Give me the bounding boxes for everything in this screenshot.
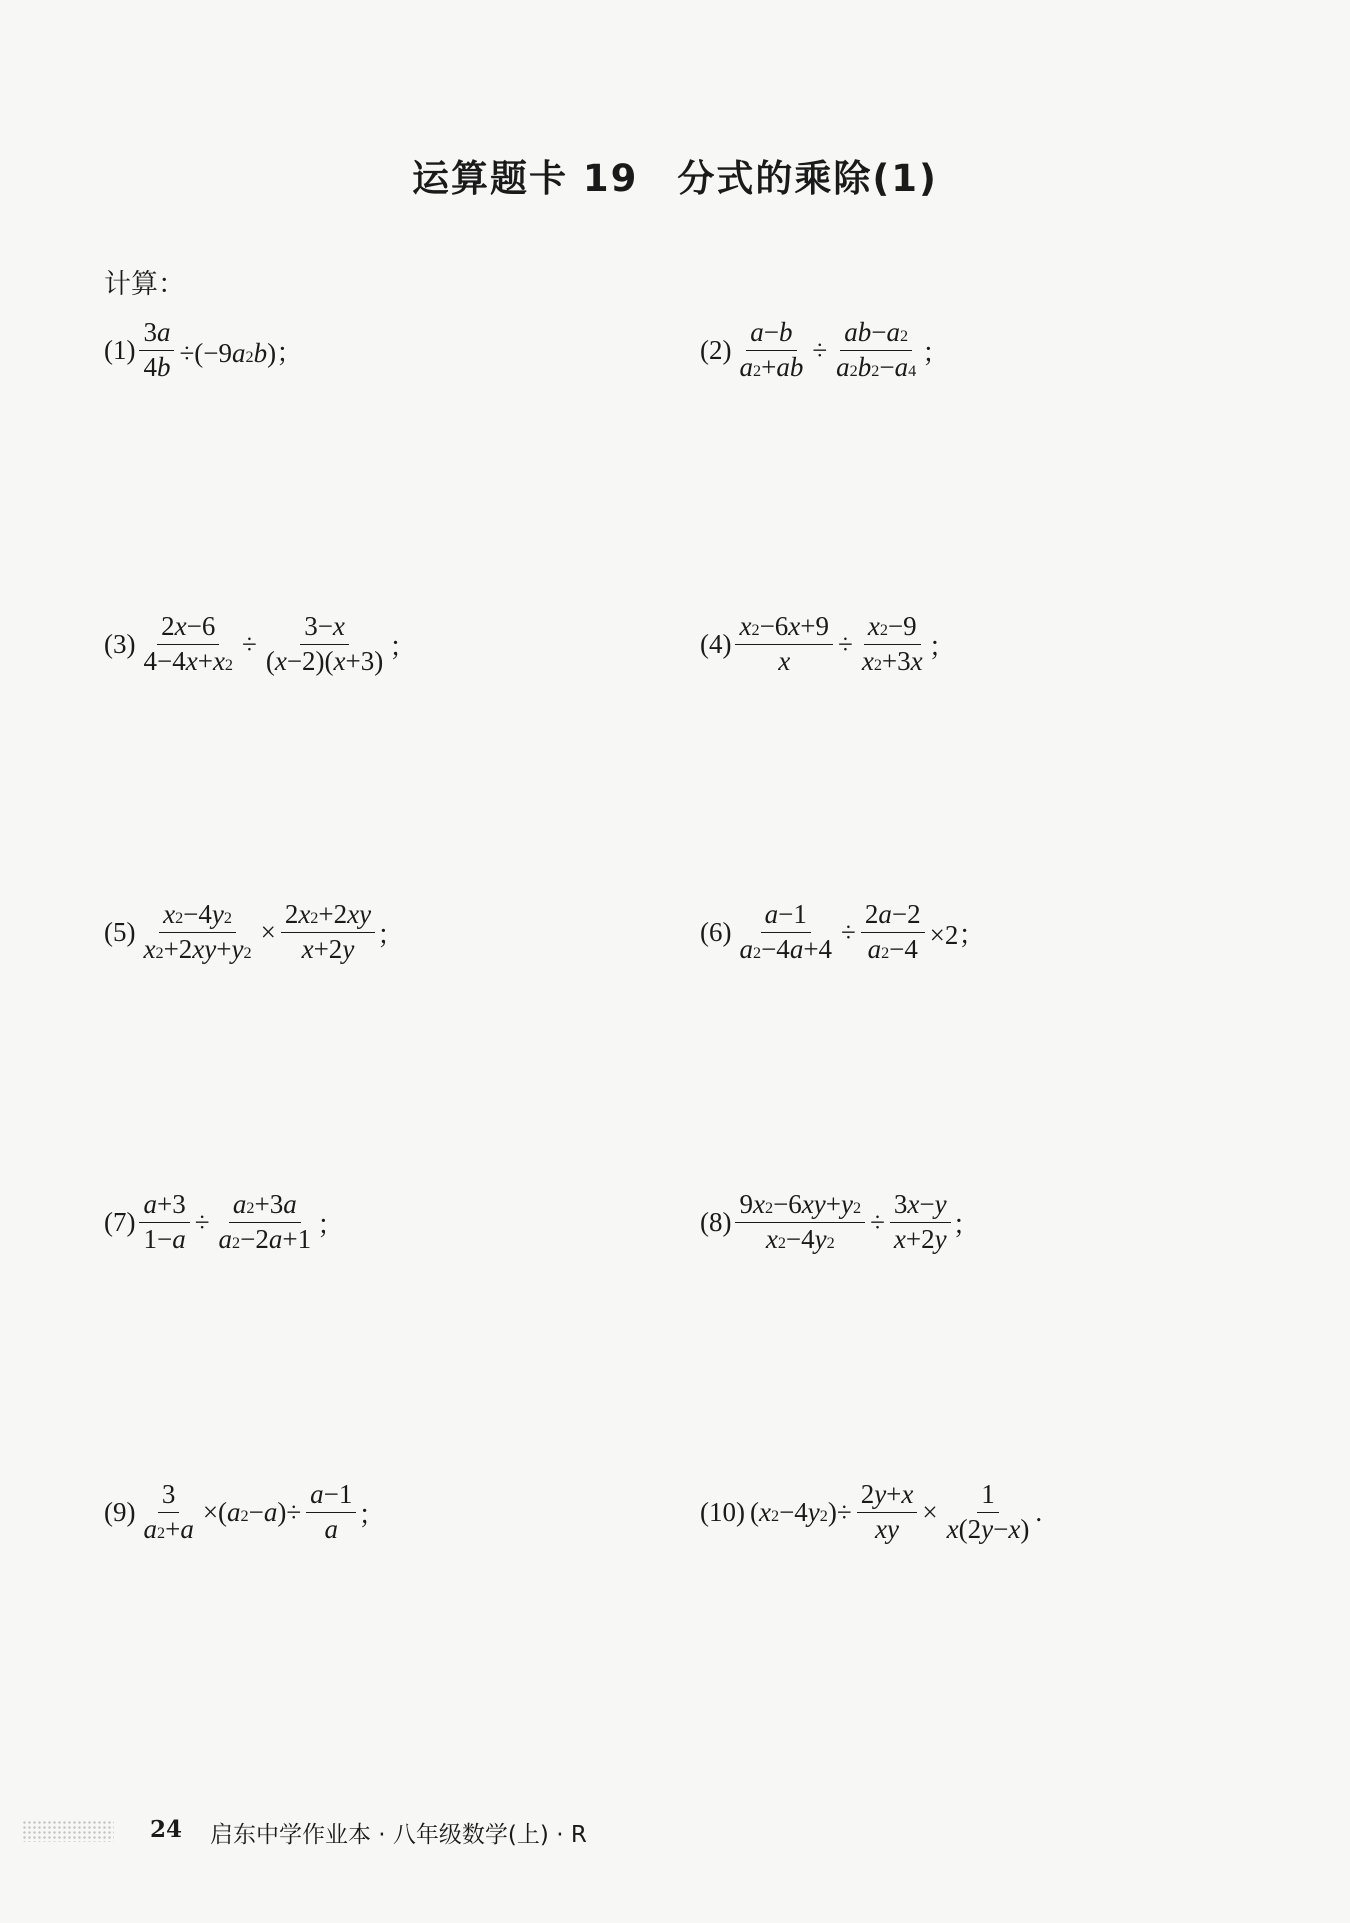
fraction: $\frac{a^2+3a}{a^2-2a+1}$ bbox=[218, 1189, 312, 1254]
fraction: $\frac{a-1}{a^2-4a+4}$ bbox=[739, 899, 833, 964]
problem-2: (2) $\frac{a-b}{a^2+ab}$ ÷ $\frac{ab-a^2}{a^2b^2-a^4}$ ； bbox=[700, 317, 950, 382]
fraction: $\frac{x^2-4y^2}{x^2+2xy+y^2}$ bbox=[143, 899, 252, 964]
problem-number: (3) bbox=[104, 628, 136, 659]
fraction: $\frac{2a-2}{a^2-4}$ bbox=[861, 900, 925, 964]
fraction: $\frac{2y+x}{xy}$ bbox=[857, 1480, 918, 1544]
page-footer bbox=[0, 1810, 1350, 1860]
fraction: $\frac{3}{a^2+a}$ bbox=[143, 1479, 194, 1544]
dot-pattern-decoration bbox=[22, 1820, 114, 1842]
fraction: $\frac{ab-a^2}{a^2b^2-a^4}$ bbox=[836, 317, 917, 382]
problem-3: (3) $\frac{2x-6}{4-4x+x^2}$ ÷ $\frac{3-x}{(x-2)(x+3)}$ ； bbox=[104, 611, 417, 676]
fraction: $\frac{3-x}{(x-2)(x+3)}$ bbox=[265, 611, 384, 676]
problem-8: (8) $\frac{9x^2-6xy+y^2}{x^2-4y^2}$ ÷ $\frac{3x-y}{x+2y}$ ； bbox=[700, 1189, 980, 1254]
fraction: $\frac{2x^2+2xy}{x+2y}$ bbox=[281, 900, 375, 964]
fraction: $\frac{a-1}{a}$ bbox=[306, 1480, 356, 1544]
problem-number: (5) bbox=[104, 916, 136, 947]
fraction: $\frac{x^2-6x+9}{x}$ bbox=[735, 612, 833, 676]
page-title: 运算题卡 19 分式的乘除(1) bbox=[412, 157, 938, 200]
fraction: $\frac{3a}{4b}$ bbox=[139, 318, 174, 382]
fraction: $\frac{2x-6}{4-4x+x^2}$ bbox=[143, 611, 234, 676]
fraction: $\frac{9x^2-6xy+y^2}{x^2-4y^2}$ bbox=[735, 1190, 865, 1254]
problem-number: (4) bbox=[700, 628, 732, 659]
problem-4: (4) $\frac{x^2-6x+9}{x}$ ÷ $\frac{x^2-9}{x^2+3x}$ ； bbox=[700, 611, 956, 676]
book-title: 启东中学作业本 · 八年级数学(上) · R bbox=[210, 1822, 587, 1848]
fraction: $\frac{3x-y}{x+2y}$ bbox=[890, 1190, 951, 1254]
problem-number: (7) bbox=[104, 1206, 136, 1237]
problem-number: (10) bbox=[700, 1496, 745, 1527]
problem-1: (1) $\frac{3a}{4b}$ $\div(-9a^2b)$； bbox=[104, 317, 304, 382]
problem-number: (8) bbox=[700, 1206, 732, 1237]
problem-9: (9) $\frac{3}{a^2+a}$ $\times(a^2-a)\div$ $\frac{a-1}{a}$ ； bbox=[104, 1479, 386, 1544]
fraction: $\frac{a-b}{a^2+ab}$ bbox=[739, 317, 804, 382]
problem-6: (6) $\frac{a-1}{a^2-4a+4}$ ÷ $\frac{2a-2}{a^2-4}$ ×2； bbox=[700, 899, 986, 964]
problem-number: (2) bbox=[700, 334, 732, 365]
problem-10: (10) $(x^2-4y^2)\div$ $\frac{2y+x}{xy}$ × $\frac{1}{x(2y-x)}$ . bbox=[700, 1479, 1043, 1544]
problem-number: (1) bbox=[104, 334, 136, 365]
page-number: 24 bbox=[150, 1816, 183, 1843]
problem-number: (9) bbox=[104, 1496, 136, 1527]
problem-7: (7) $\frac{a+3}{1-a}$ ÷ $\frac{a^2+3a}{a^2-2a+1}$ ； bbox=[104, 1189, 345, 1254]
fraction: $\frac{x^2-9}{x^2+3x}$ bbox=[861, 611, 923, 676]
fraction: $\frac{a+3}{1-a}$ bbox=[139, 1190, 189, 1254]
problem-5: (5) $\frac{x^2-4y^2}{x^2+2xy+y^2}$ × $\frac{2x^2+2xy}{x+2y}$ ； bbox=[104, 899, 405, 964]
fraction: $\frac{1}{x(2y-x)}$ bbox=[946, 1479, 1030, 1544]
instruction-label: 计算： bbox=[104, 269, 185, 300]
problem-number: (6) bbox=[700, 916, 732, 947]
